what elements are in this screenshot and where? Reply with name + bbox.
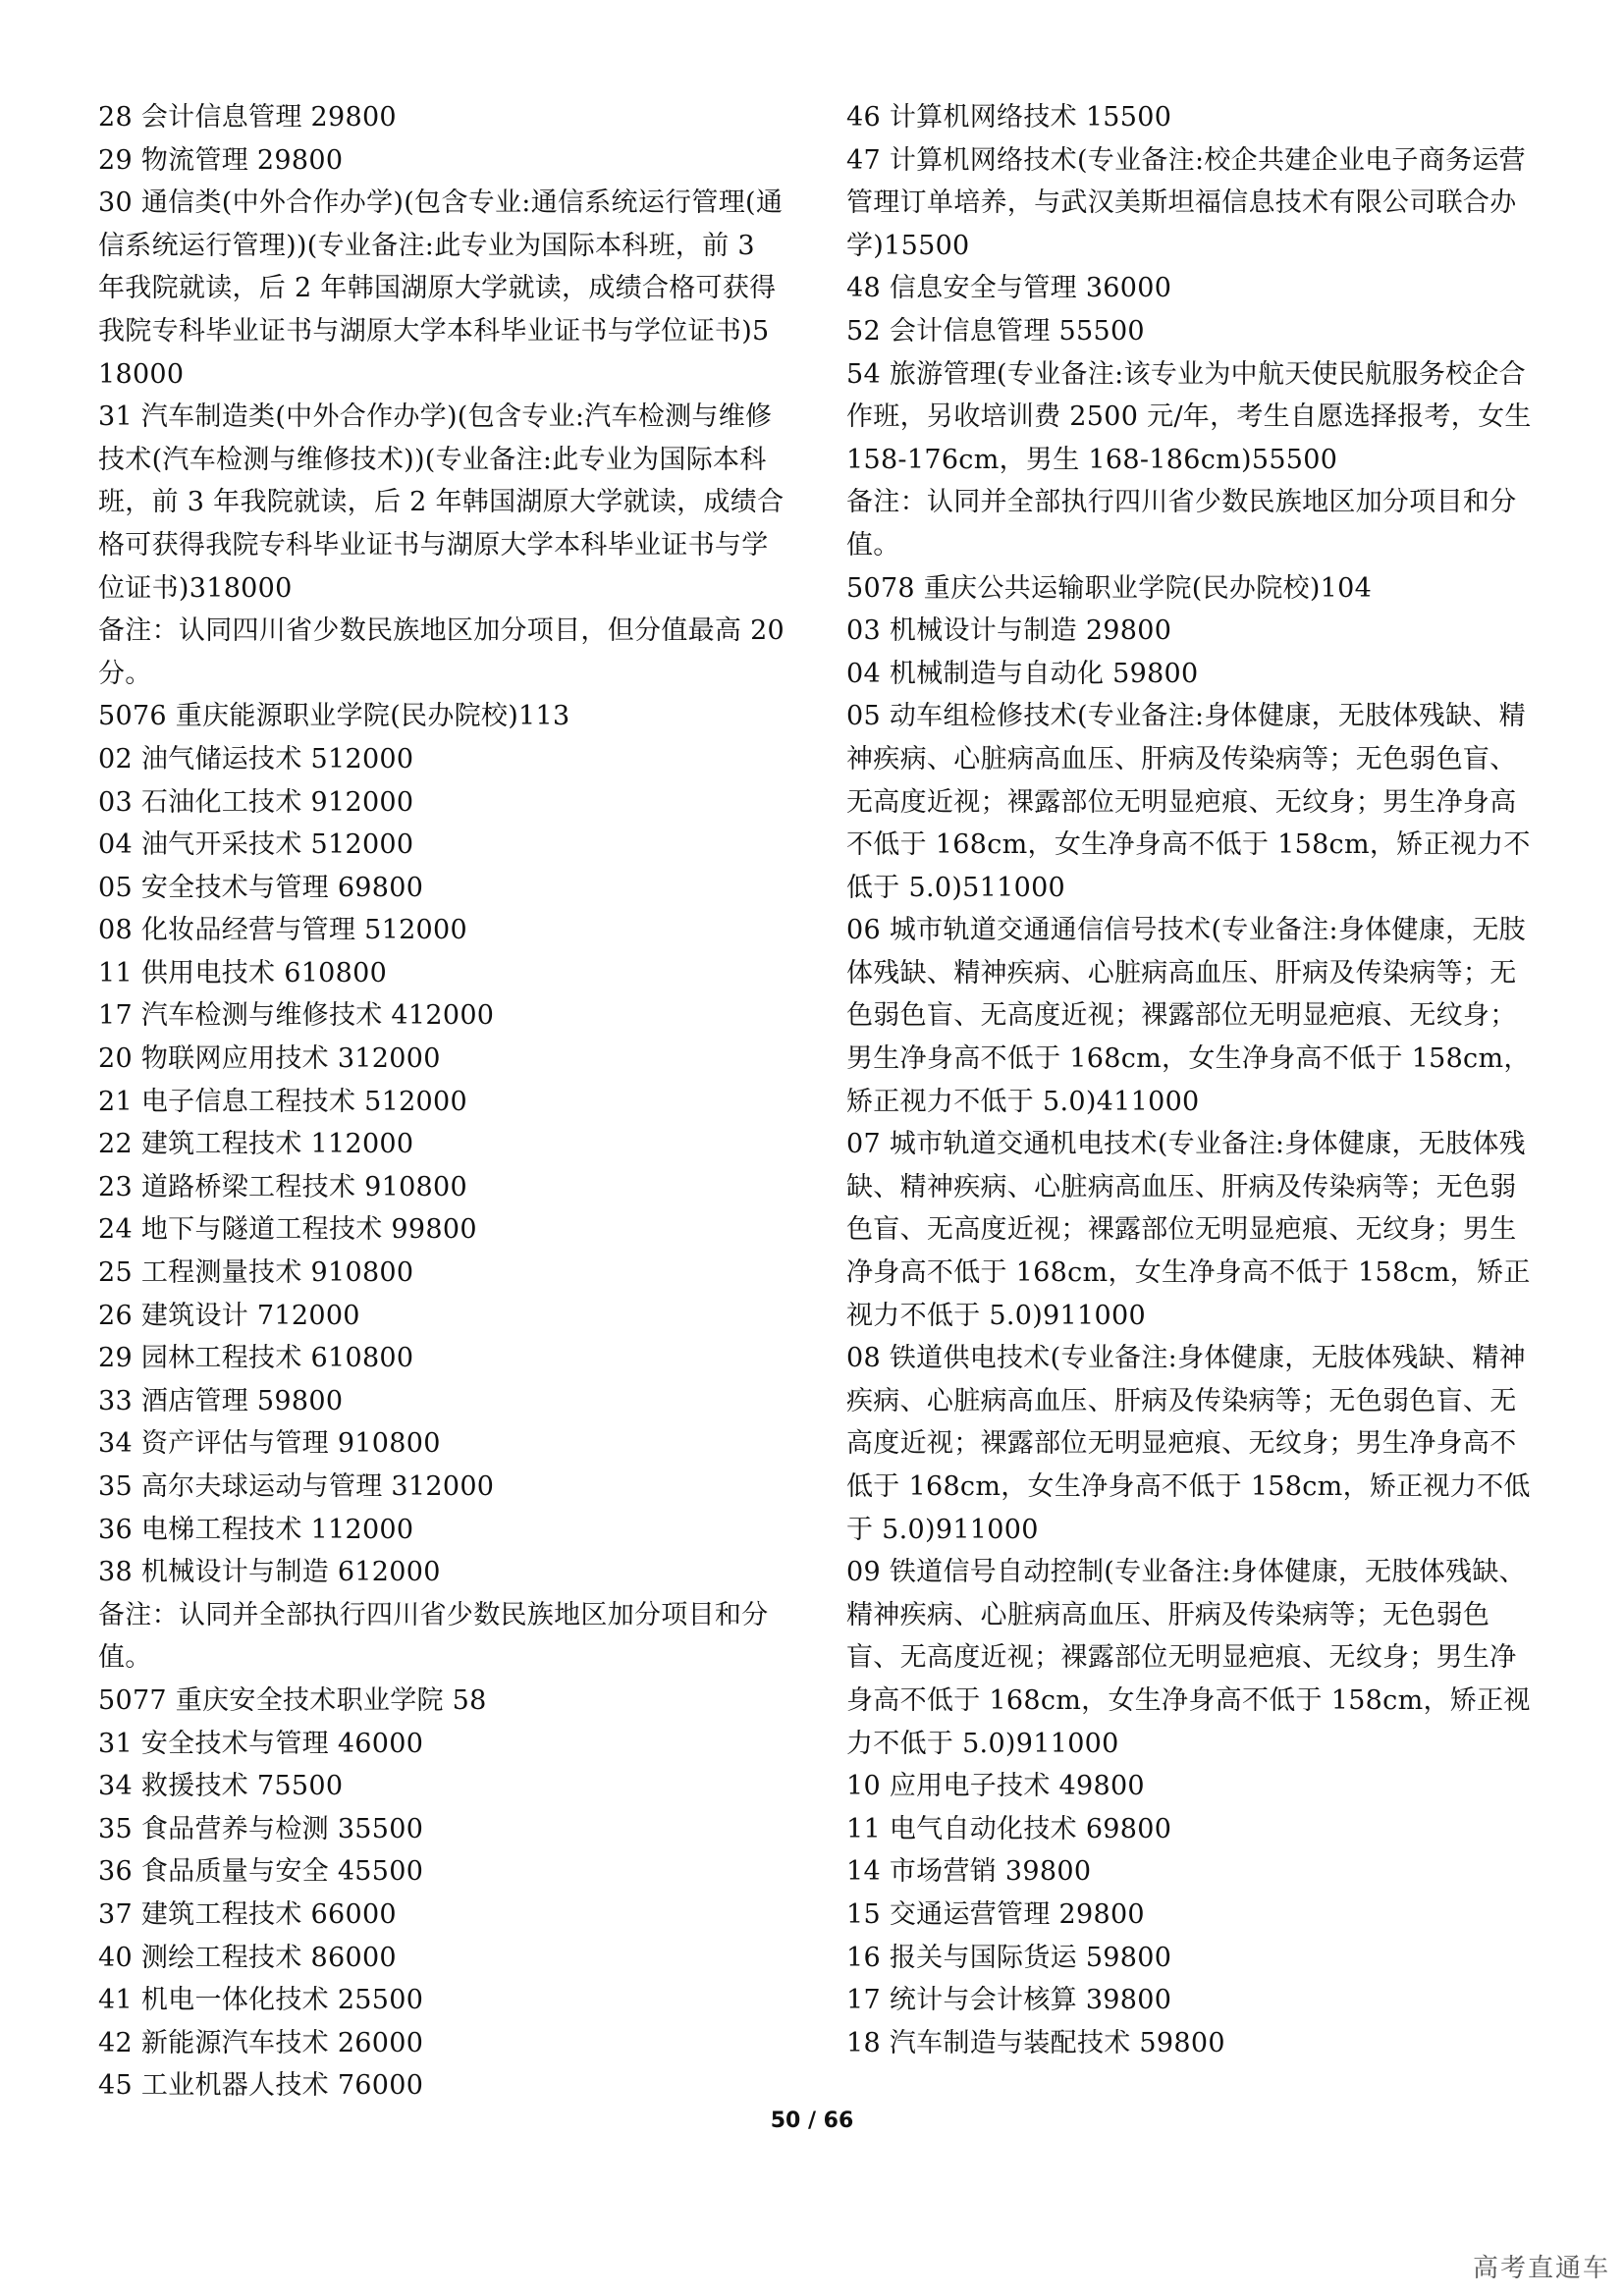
remark-line: 备注：认同并全部执行四川省少数民族地区加分项目和分值。 (846, 487, 1517, 561)
entry-line: 35 高尔夫球运动与管理 312000 (98, 1471, 495, 1502)
right-column (846, 96, 1534, 2064)
entry-line: 31 安全技术与管理 46000 (98, 1728, 424, 1759)
entry-line: 04 油气开采技术 512000 (98, 829, 414, 861)
entry-line: 02 油气储运技术 512000 (98, 743, 414, 774)
left-column (98, 96, 785, 2108)
page-number: 50 / 66 (770, 2109, 854, 2133)
institution-heading: 5077 重庆安全技术职业学院 58 (98, 1684, 487, 1716)
entry-line: 11 电气自动化技术 69800 (846, 1813, 1172, 1844)
entry-line: 04 机械制造与自动化 59800 (846, 658, 1199, 689)
entry-line: 09 铁道信号自动控制(专业备注:身体健康，无肢体残缺、精神疾病、心脏病高血压、肝病及传染病等；无色弱色盲、无高度近视；裸露部位无明显疤痕、无纹身；男生净身高不低于 168cm，女生净身高不低于 158cm，矫正视力不低于 5.0)911000 (846, 1557, 1531, 1759)
entry-line: 05 动车组检修技术(专业备注:身体健康，无肢体残缺、精神疾病、心脏病高血压、肝病及传染病等；无色弱色盲、无高度近视；裸露部位无明显疤痕、无纹身；男生净身高不低于 168cm，女生净身高不低于 158cm，矫正视力不低于 5.0)511000 (846, 701, 1531, 903)
entry-line: 35 食品营养与检测 35500 (98, 1813, 424, 1844)
entry-line: 48 信息安全与管理 36000 (846, 273, 1172, 304)
entry-line: 22 建筑工程技术 112000 (98, 1129, 414, 1160)
entry-line: 36 食品质量与安全 45500 (98, 1856, 424, 1888)
entry-line: 06 城市轨道交通通信信号技术(专业备注:身体健康，无肢体残缺、精神疾病、心脏病高血压、肝病及传染病等；无色弱色盲、无高度近视；裸露部位无明显疤痕、无纹身；男生净身高不低于 168cm，女生净身高不低于 158cm，矫正视力不低于 5.0)411000 (846, 915, 1531, 1117)
entry-line: 07 城市轨道交通机电技术(专业备注:身体健康，无肢体残缺、精神疾病、心脏病高血压、肝病及传染病等；无色弱色盲、无高度近视；裸露部位无明显疤痕、无纹身；男生净身高不低于 168cm，女生净身高不低于 158cm，矫正视力不低于 5.0)911000 (846, 1129, 1531, 1331)
entry-line: 42 新能源汽车技术 26000 (98, 2027, 424, 2058)
entry-line: 25 工程测量技术 910800 (98, 1257, 414, 1289)
institution-heading: 5078 重庆公共运输职业学院(民办院校)104 (846, 572, 1373, 604)
institution-heading: 5076 重庆能源职业学院(民办院校)113 (98, 701, 570, 732)
entry-line: 08 化妆品经营与管理 512000 (98, 915, 467, 946)
entry-line: 38 机械设计与制造 612000 (98, 1557, 441, 1588)
entry-line: 11 供用电技术 610800 (98, 957, 388, 988)
entry-line: 37 建筑工程技术 66000 (98, 1898, 397, 1930)
remark-line: 备注：认同四川省少数民族地区加分项目，但分值最高 20 分。 (98, 615, 785, 689)
entry-line: 16 报关与国际货运 59800 (846, 1942, 1172, 1973)
entry-line: 26 建筑设计 712000 (98, 1300, 360, 1331)
entry-line: 21 电子信息工程技术 512000 (98, 1086, 467, 1117)
entry-line: 05 安全技术与管理 69800 (98, 872, 424, 903)
entry-line: 47 计算机网络技术(专业备注:校企共建企业电子商务运营管理订单培养，与武汉美斯坦福信息技术有限公司联合办学)15500 (846, 144, 1526, 261)
entry-line: 17 统计与会计核算 39800 (846, 1985, 1172, 2016)
entry-line: 17 汽车检测与维修技术 412000 (98, 1000, 495, 1032)
entry-line: 30 通信类(中外合作办学)(包含专业:通信系统运行管理(通信系统运行管理))(专业备注:此专业为国际本科班，前 3 年我院就读，后 2 年韩国湖原大学就读，成绩合格可获得我院专科毕业证书与湖原大学本科毕业证书与学位证书)518000 (98, 187, 784, 390)
entry-line: 14 市场营销 39800 (846, 1856, 1092, 1888)
entry-line: 29 物流管理 29800 (98, 144, 344, 176)
entry-line: 45 工业机器人技术 76000 (98, 2070, 424, 2102)
entry-line: 40 测绘工程技术 86000 (98, 1942, 397, 1973)
entry-line: 33 酒店管理 59800 (98, 1385, 344, 1416)
entry-line: 46 计算机网络技术 15500 (846, 102, 1172, 133)
entry-line: 28 会计信息管理 29800 (98, 102, 397, 133)
entry-line: 34 救援技术 75500 (98, 1771, 344, 1802)
entry-line: 03 石油化工技术 912000 (98, 786, 414, 818)
entry-line: 36 电梯工程技术 112000 (98, 1514, 414, 1545)
entry-line: 23 道路桥梁工程技术 910800 (98, 1171, 467, 1202)
entry-line: 41 机电一体化技术 25500 (98, 1985, 424, 2016)
entry-line: 03 机械设计与制造 29800 (846, 615, 1172, 647)
entry-line: 31 汽车制造类(中外合作办学)(包含专业:汽车检测与维修技术(汽车检测与维修技术))(专业备注:此专业为国际本科班，前 3 年我院就读，后 2 年韩国湖原大学就读，成绩合格可获得我院专科毕业证书与湖原大学本科毕业证书与学位证书)318000 (98, 401, 785, 604)
entry-line: 18 汽车制造与装配技术 59800 (846, 2027, 1225, 2058)
watermark-text: 高考直通车 (1472, 2254, 1610, 2283)
remark-line: 备注：认同并全部执行四川省少数民族地区加分项目和分值。 (98, 1599, 769, 1674)
entry-line: 52 会计信息管理 55500 (846, 315, 1145, 347)
entry-line: 08 铁道供电技术(专业备注:身体健康，无肢体残缺、精神疾病、心脏病高血压、肝病及传染病等；无色弱色盲、无高度近视；裸露部位无明显疤痕、无纹身；男生净身高不低于 168cm，女生净身高不低于 158cm，矫正视力不低于 5.0)911000 (846, 1343, 1531, 1545)
entry-line: 20 物联网应用技术 312000 (98, 1043, 441, 1075)
entry-line: 54 旅游管理(专业备注:该专业为中航天使民航服务校企合作班，另收培训费 2500 元/年，考生自愿选择报考，女生 158-176cm，男生 168-186cm)55500 (846, 358, 1532, 475)
entry-line: 24 地下与隧道工程技术 99800 (98, 1214, 477, 1246)
entry-line: 29 园林工程技术 610800 (98, 1343, 414, 1374)
entry-line: 34 资产评估与管理 910800 (98, 1428, 441, 1460)
entry-line: 10 应用电子技术 49800 (846, 1771, 1145, 1802)
entry-line: 15 交通运营管理 29800 (846, 1898, 1145, 1930)
